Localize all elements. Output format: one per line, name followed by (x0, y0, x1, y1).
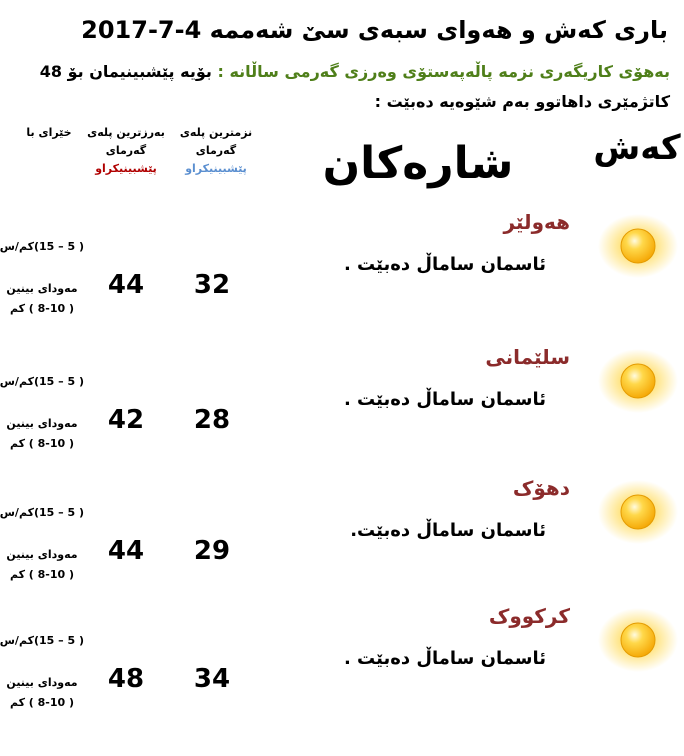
wind-speed: ( 5 – 15)کم/س (0, 375, 84, 388)
weather-condition: ئاسمان ساماڵ دەبێت . (343, 648, 546, 669)
visibility-label: مەودای بینین (6, 676, 78, 689)
max-temp: 48 (107, 664, 145, 694)
visibility-range: ( 8-10 ) کم (9, 568, 75, 581)
header-cities: شارەکان (322, 138, 514, 189)
header-min-temp (170, 124, 262, 178)
min-temp: 28 (193, 405, 231, 435)
city-row (0, 476, 684, 616)
min-temp: 32 (193, 270, 231, 300)
header-min-line3: پێشبینیکراو (185, 162, 247, 175)
sun-icon (598, 214, 678, 278)
visibility-label: مەودای بینین (6, 282, 78, 295)
min-temp: 34 (193, 664, 231, 694)
city-name: هەولێر (503, 210, 570, 234)
sun-icon (598, 480, 678, 544)
sun-icon (598, 608, 678, 672)
weather-condition: ئاسمان ساماڵ دەبێت . (343, 389, 546, 410)
header-max-line3: پێشبینیکراو (95, 162, 157, 175)
city-row (0, 345, 684, 485)
header-max-line2: گەرمای (105, 144, 147, 157)
city-row (0, 604, 684, 744)
intro-line-2: کاتژمێری داهاتوو بەم شێوەیە دەبێت : (374, 92, 670, 111)
city-name: سلێمانی (485, 345, 570, 369)
max-temp: 42 (107, 405, 145, 435)
intro-green-text: بەهۆی کاریگەری نزمە پاڵەپەستۆی وەرزی گەرمی ساڵانە : (217, 62, 670, 81)
header-max-temp (78, 124, 174, 178)
visibility-range: ( 8-10 ) کم (9, 437, 75, 450)
header-min-line1: نزمترین پلەی (179, 126, 253, 139)
wind-speed: ( 5 – 15)کم/س (0, 506, 84, 519)
header-min-line2: گەرمای (195, 144, 237, 157)
max-temp: 44 (107, 536, 145, 566)
visibility-range: ( 8-10 ) کم (9, 696, 75, 709)
weather-condition: ئاسمان ساماڵ دەبێت . (343, 254, 546, 275)
page-title: باری کەش و هەوای سبەی سێ شەممە 4-7-2017 (81, 16, 668, 44)
header-wind-label: خێرای با (26, 126, 72, 139)
visibility-label: مەودای بینین (6, 417, 78, 430)
max-temp: 44 (107, 270, 145, 300)
weather-condition: ئاسمان ساماڵ دەبێت. (350, 520, 546, 541)
header-max-line1: بەرزترین پلەی (87, 126, 165, 139)
sun-icon (598, 349, 678, 413)
city-name: کرکووک (488, 604, 570, 628)
wind-speed: ( 5 – 15)کم/س (0, 240, 84, 253)
visibility-range: ( 8-10 ) کم (9, 302, 75, 315)
wind-speed: ( 5 – 15)کم/س (0, 634, 84, 647)
city-row (0, 210, 684, 350)
header-wind (20, 124, 78, 142)
header-weather: کەش (593, 128, 681, 168)
visibility-label: مەودای بینین (6, 548, 78, 561)
intro-line-1 (10, 62, 670, 81)
intro-black-text: بۆیە پێشبینیمان بۆ 48 (39, 62, 212, 81)
min-temp: 29 (193, 536, 231, 566)
city-name: دهۆک (512, 476, 570, 500)
